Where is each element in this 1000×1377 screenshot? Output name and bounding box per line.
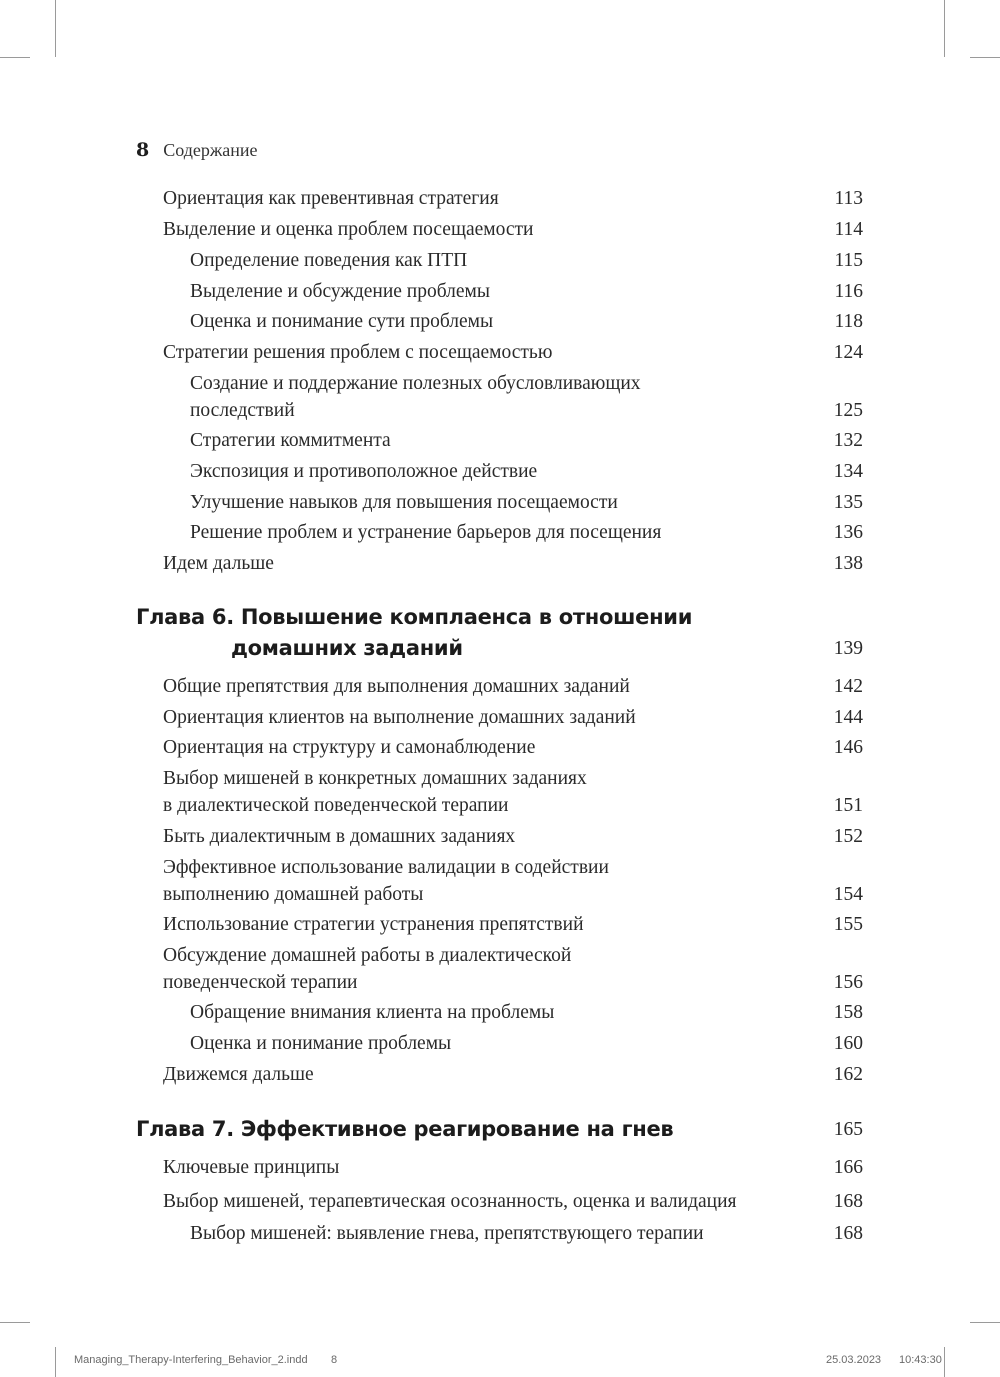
toc-page: 142 bbox=[833, 676, 863, 697]
toc-entry-continued: выполнению домашней работы bbox=[163, 884, 424, 905]
toc-subentry: Определение поведения как ПТП bbox=[190, 250, 468, 271]
toc-subentry: Решение проблем и устранение барьеров для посещения bbox=[190, 522, 662, 543]
crop-mark bbox=[970, 1322, 1000, 1323]
toc-entry: Движемся дальше bbox=[163, 1064, 314, 1085]
crop-mark bbox=[944, 1347, 945, 1377]
toc-entry: Ориентация как превентивная стратегия bbox=[163, 188, 499, 209]
running-header bbox=[136, 139, 258, 165]
toc-page: 124 bbox=[833, 342, 863, 363]
toc-entry: Использование стратегии устранения препятствий bbox=[163, 914, 584, 935]
toc-page: 138 bbox=[833, 553, 863, 574]
toc-entry: Быть диалектичным в домашних заданиях bbox=[163, 826, 516, 847]
toc-page: 118 bbox=[834, 311, 863, 332]
toc-entry: Стратегии решения проблем с посещаемостью bbox=[163, 342, 553, 363]
toc-entry: Эффективное использование валидации в содействии bbox=[163, 857, 609, 878]
toc-page: 116 bbox=[834, 281, 863, 302]
toc-subentry: Оценка и понимание проблемы bbox=[190, 1033, 452, 1054]
slug-date: 25.03.2023 bbox=[826, 1354, 882, 1366]
toc-subentry: Обращение внимания клиента на проблемы bbox=[190, 1002, 555, 1023]
toc-page: 156 bbox=[833, 972, 863, 993]
toc-page: 154 bbox=[833, 884, 863, 905]
crop-mark bbox=[0, 57, 30, 58]
toc-page: 134 bbox=[833, 461, 863, 482]
chapter-page: 139 bbox=[833, 638, 863, 659]
toc-page: 115 bbox=[834, 250, 863, 271]
toc-page: 168 bbox=[833, 1191, 863, 1212]
toc-page: 144 bbox=[833, 707, 863, 728]
toc-page: 160 bbox=[833, 1033, 863, 1054]
toc-entry: Ориентация клиентов на выполнение домашних заданий bbox=[163, 707, 636, 728]
toc-page: 168 bbox=[833, 1223, 863, 1244]
toc-subentry: Экспозиция и противоположное действие bbox=[190, 461, 538, 482]
toc-page: 166 bbox=[833, 1157, 863, 1178]
toc-subentry: Оценка и понимание сути проблемы bbox=[190, 311, 494, 332]
slug-page: 8 bbox=[331, 1354, 338, 1366]
slug-time: 10:43:30 bbox=[899, 1354, 942, 1366]
toc-page: 158 bbox=[833, 1002, 863, 1023]
toc-entry-continued: в диалектической поведенческой терапии bbox=[163, 795, 509, 816]
toc-page: 155 bbox=[833, 914, 863, 935]
toc-entry: Выбор мишеней, терапевтическая осознанность, оценка и валидация bbox=[163, 1191, 737, 1212]
toc-entry: Идем дальше bbox=[163, 553, 274, 574]
crop-mark bbox=[970, 57, 1000, 58]
toc-page: 152 bbox=[833, 826, 863, 847]
toc-entry-continued: поведенческой терапии bbox=[163, 972, 358, 993]
toc-subentry: Выбор мишеней: выявление гнева, препятствующего терапии bbox=[190, 1223, 704, 1244]
page-number: 8 bbox=[136, 139, 150, 161]
toc-page: 114 bbox=[834, 219, 863, 240]
toc-page: 151 bbox=[833, 795, 863, 816]
section-title: Содержание bbox=[163, 140, 258, 160]
crop-mark bbox=[0, 1322, 30, 1323]
toc-subentry-continued: последствий bbox=[190, 400, 295, 421]
toc-entry: Обсуждение домашней работы в диалектической bbox=[163, 945, 572, 966]
crop-mark bbox=[55, 0, 56, 57]
toc-page: 125 bbox=[833, 400, 863, 421]
toc-subentry: Улучшение навыков для повышения посещаемости bbox=[190, 492, 618, 513]
toc-entry: Ориентация на структуру и самонаблюдение bbox=[163, 737, 536, 758]
toc-entry: Общие препятствия для выполнения домашних заданий bbox=[163, 676, 630, 697]
toc-subentry: Создание и поддержание полезных обусловливающих bbox=[190, 373, 641, 394]
crop-mark bbox=[55, 1347, 56, 1377]
crop-mark bbox=[944, 0, 945, 57]
toc-page: 136 bbox=[833, 522, 863, 543]
toc-page: 135 bbox=[833, 492, 863, 513]
chapter-title-continued: домашних заданий bbox=[231, 636, 463, 660]
chapter-page: 165 bbox=[833, 1119, 863, 1140]
toc-page: 113 bbox=[834, 188, 863, 209]
toc-subentry: Выделение и обсуждение проблемы bbox=[190, 281, 490, 302]
toc-page: 132 bbox=[833, 430, 863, 451]
toc-subentry: Стратегии коммитмента bbox=[190, 430, 391, 451]
chapter-title: Глава 7. Эффективное реагирование на гнев bbox=[136, 1117, 674, 1141]
toc-entry: Выбор мишеней в конкретных домашних заданиях bbox=[163, 768, 587, 789]
slug-filename: Managing_Therapy-Interfering_Behavior_2.indd bbox=[74, 1354, 308, 1366]
toc-page: 146 bbox=[833, 737, 863, 758]
toc-page: 162 bbox=[833, 1064, 863, 1085]
toc-entry: Ключевые принципы bbox=[163, 1157, 340, 1178]
chapter-title: Глава 6. Повышение комплаенса в отношении bbox=[136, 605, 693, 629]
toc-entry: Выделение и оценка проблем посещаемости bbox=[163, 219, 534, 240]
